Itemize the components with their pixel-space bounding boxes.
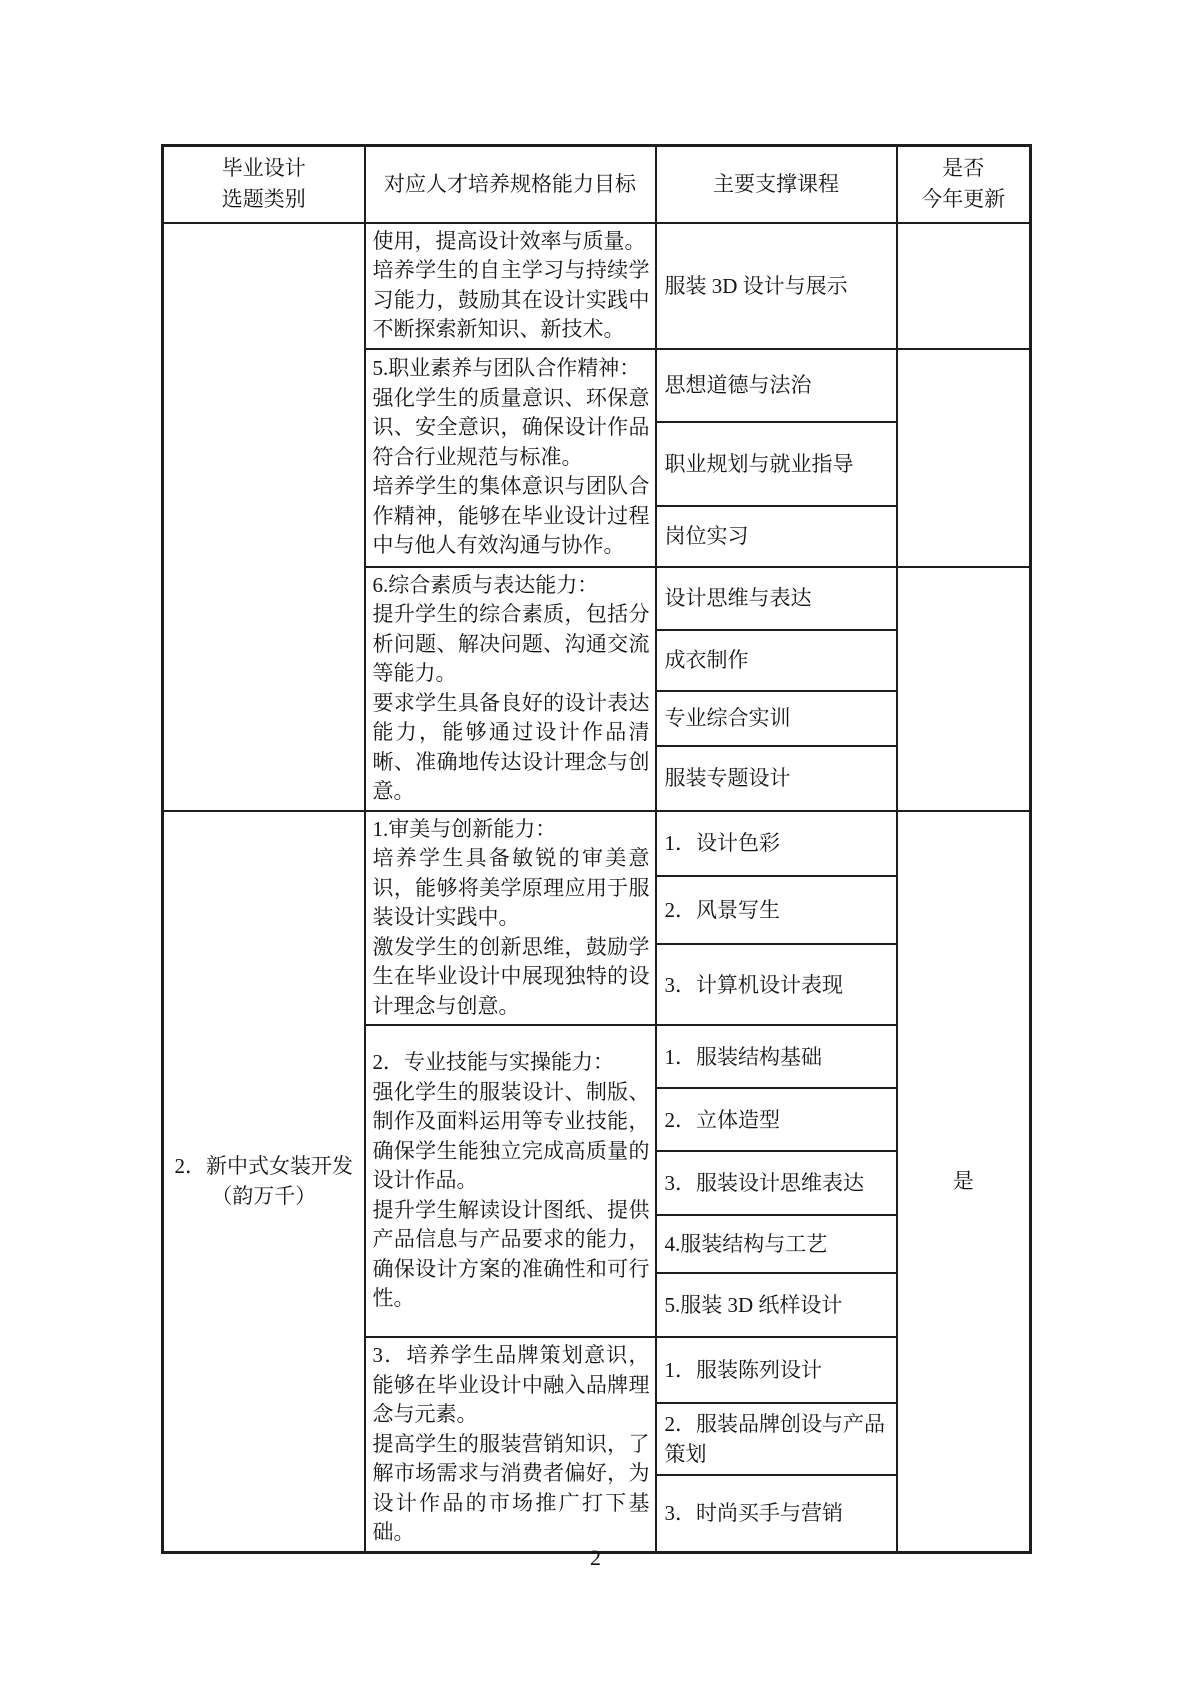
updated-cell-row2: 是 bbox=[897, 811, 1031, 1553]
course-cell: 思想道德与法治 bbox=[656, 349, 897, 422]
course-cell: 4.服装结构与工艺 bbox=[656, 1215, 897, 1273]
table-row bbox=[163, 811, 1031, 877]
goal-paragraph: 提升学生的综合素质，包括分析问题、解决问题、沟通交流等能力。 bbox=[372, 602, 650, 685]
header-row bbox=[163, 146, 1031, 223]
course-cell: 岗位实习 bbox=[656, 506, 897, 567]
course-cell: 3．时尚买手与营销 bbox=[656, 1475, 897, 1552]
goal-cell-e bbox=[365, 1025, 656, 1337]
header-category-line2: 选题类别 bbox=[221, 187, 306, 212]
course-cell: 服装专题设计 bbox=[656, 746, 897, 811]
goal-paragraph: 培养学生的自主学习与持续学习能力，鼓励其在设计实践中不断探索新知识、新技术。 bbox=[372, 258, 650, 341]
header-updated-line2: 今年更新 bbox=[921, 187, 1006, 212]
goal-paragraph: 2．专业技能与实操能力： bbox=[372, 1050, 614, 1075]
goal-paragraph: 提升学生解读设计图纸、提供产品信息与产品要求的能力，确保设计方案的准确性和可行性。 bbox=[372, 1197, 650, 1311]
goal-paragraph: 5.职业素养与团队合作精神： bbox=[372, 356, 641, 381]
course-cell: 职业规划与就业指导 bbox=[656, 422, 897, 506]
course-cell: 设计思维与表达 bbox=[656, 567, 897, 631]
course-cell: 1．设计色彩 bbox=[656, 811, 897, 877]
course-cell: 5.服装 3D 纸样设计 bbox=[656, 1273, 897, 1337]
category-cell-row1 bbox=[163, 223, 365, 811]
header-updated-line1: 是否 bbox=[942, 156, 985, 181]
course-cell: 1．服装结构基础 bbox=[656, 1025, 897, 1088]
goal-paragraph: 激发学生的创新思维，鼓励学生在毕业设计中展现独特的设计理念与创意。 bbox=[372, 934, 650, 1018]
course-cell: 服装 3D 设计与展示 bbox=[656, 223, 897, 349]
category-cell-row2 bbox=[163, 811, 365, 1553]
course-cell: 1．服装陈列设计 bbox=[656, 1337, 897, 1403]
goal-cell-d bbox=[365, 811, 656, 1026]
goal-cell-c bbox=[365, 567, 656, 811]
course-cell: 成衣制作 bbox=[656, 630, 897, 690]
goal-paragraph: 6.综合素质与表达能力： bbox=[372, 572, 599, 597]
course-cell: 专业综合实训 bbox=[656, 691, 897, 746]
course-cell: 2．风景写生 bbox=[656, 876, 897, 944]
updated-cell-b bbox=[897, 349, 1031, 567]
goal-cell-b bbox=[365, 349, 656, 567]
header-cell-goals: 对应人才培养规格能力目标 bbox=[365, 146, 656, 223]
table-row bbox=[163, 223, 1031, 349]
goal-paragraph: 提高学生的服装营销知识，了解市场需求与消费者偏好，为设计作品的市场推广打下基础。 bbox=[372, 1431, 650, 1544]
goal-paragraph: 3．培养学生品牌策划意识，能够在毕业设计中融入品牌理念与元素。 bbox=[372, 1343, 650, 1426]
course-cell: 2．服装品牌创设与产品策划 bbox=[656, 1403, 897, 1474]
goal-paragraph: 使用，提高设计效率与质量。 bbox=[372, 228, 646, 253]
goal-paragraph: 培养学生的集体意识与团队合作精神，能够在毕业设计过程中与他人有效沟通与协作。 bbox=[372, 474, 650, 558]
updated-cell-c bbox=[897, 567, 1031, 811]
course-cell: 3．服装设计思维表达 bbox=[656, 1151, 897, 1215]
goal-paragraph: 要求学生具备良好的设计表达能力，能够通过设计作品清晰、准确地传达设计理念与创意。 bbox=[372, 690, 650, 803]
header-cell-updated bbox=[897, 146, 1031, 223]
goal-cell-f bbox=[365, 1337, 656, 1552]
page-number: 2 bbox=[590, 1545, 601, 1570]
header-cell-category bbox=[163, 146, 365, 223]
course-cell: 2．立体造型 bbox=[656, 1088, 897, 1151]
category-line1: 2．新中式女装开发 bbox=[174, 1154, 353, 1178]
goal-paragraph: 强化学生的质量意识、环保意识、安全意识，确保设计作品符合行业规范与标准。 bbox=[372, 385, 650, 469]
course-cell: 3．计算机设计表现 bbox=[656, 944, 897, 1025]
header-category-line1: 毕业设计 bbox=[221, 156, 306, 181]
goal-paragraph: 1.审美与创新能力： bbox=[372, 816, 557, 841]
category-line2: （韵万千） bbox=[211, 1184, 317, 1208]
header-cell-courses: 主要支撑课程 bbox=[656, 146, 897, 223]
graduation-design-table bbox=[161, 144, 1032, 1554]
goal-cell-a bbox=[365, 223, 656, 349]
updated-cell-a bbox=[897, 223, 1031, 349]
goal-paragraph: 培养学生具备敏锐的审美意识，能够将美学原理应用于服装设计实践中。 bbox=[372, 846, 650, 929]
goal-paragraph: 强化学生的服装设计、制版、制作及面料运用等专业技能，确保学生能独立完成高质量的设计作品。 bbox=[372, 1079, 650, 1193]
